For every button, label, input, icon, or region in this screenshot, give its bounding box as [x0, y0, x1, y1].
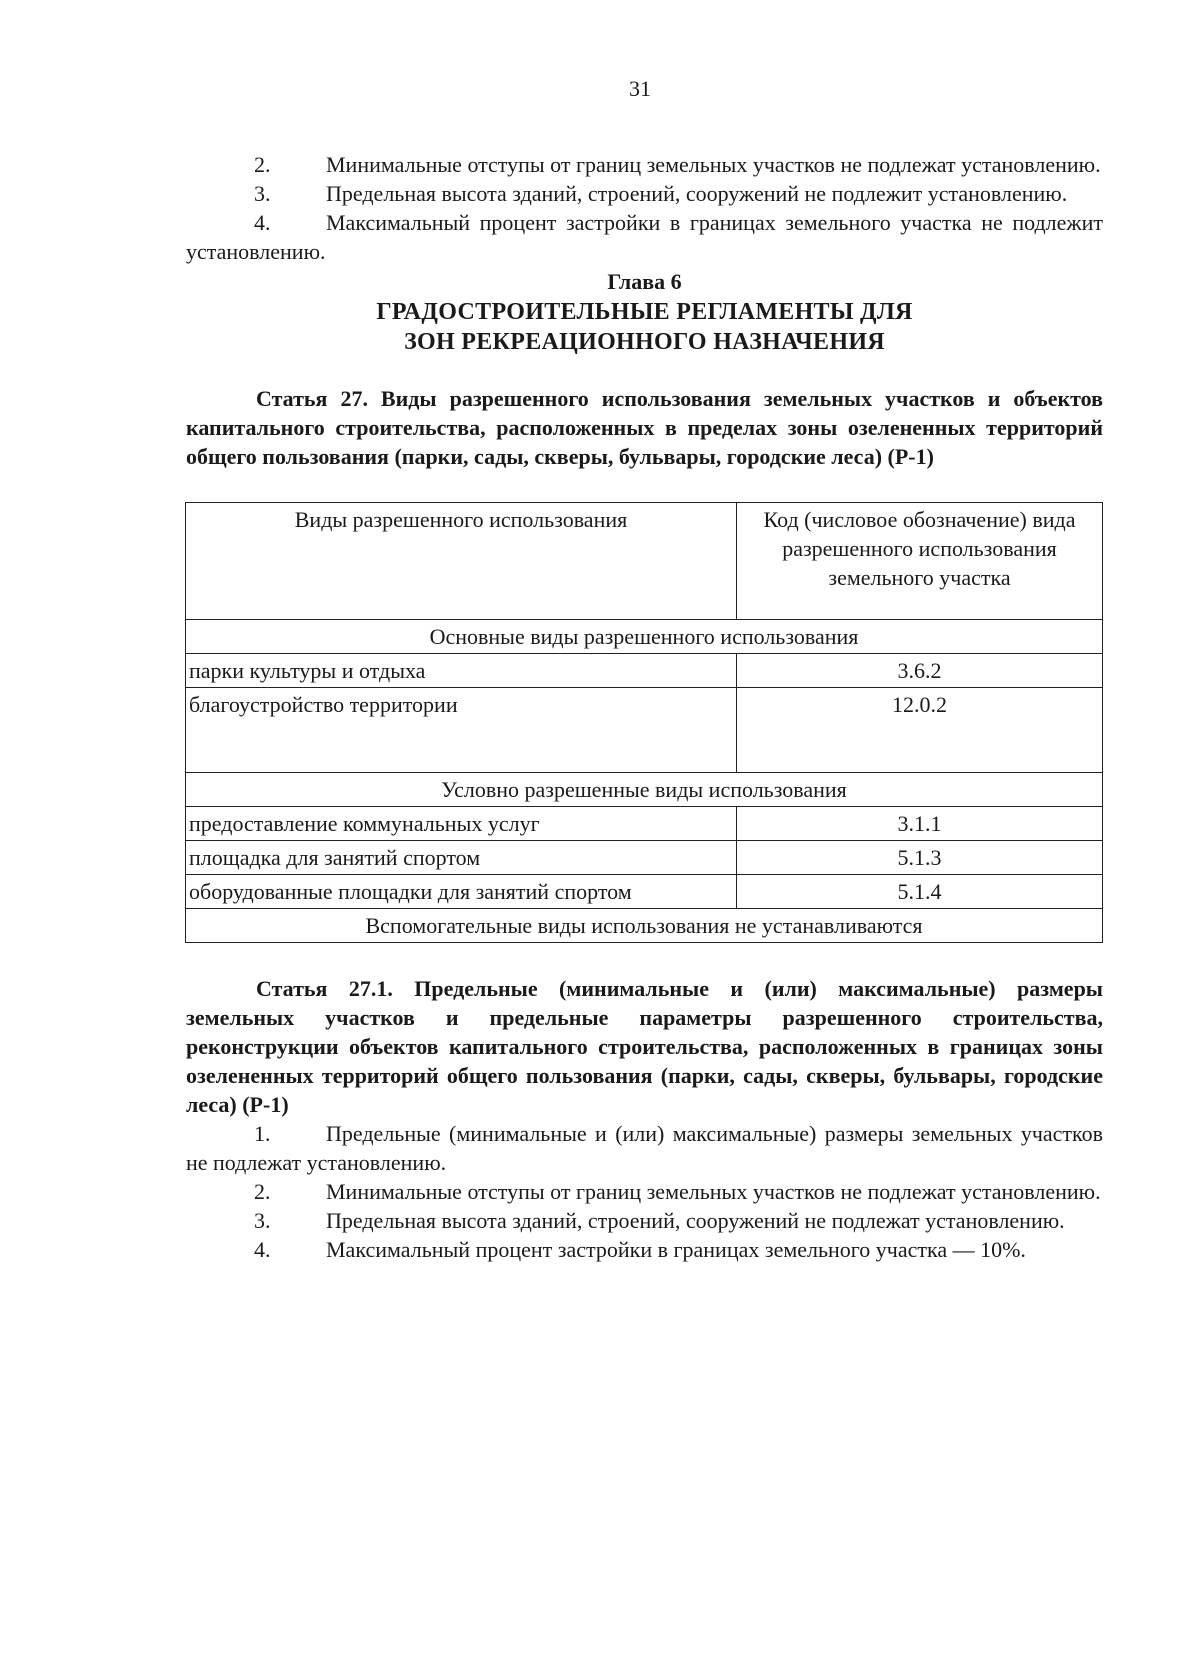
top-item-3 — [186, 179, 1103, 208]
item-text: Предельная высота зданий, строений, сооружений не подлежит установлению. — [326, 181, 1068, 206]
article-27-1-item-3 — [186, 1206, 1103, 1235]
item-number: 2. — [254, 152, 271, 177]
item-number: 3. — [254, 181, 271, 206]
section-row-auxiliary — [186, 909, 1103, 943]
document-body — [186, 150, 1103, 1264]
use-code: 3.6.2 — [737, 654, 1103, 688]
item-number: 4. — [254, 1237, 271, 1262]
use-name: благоустройство территории — [186, 688, 737, 773]
table-row — [186, 841, 1103, 875]
section-conditional-label: Условно разрешенные виды использования — [186, 773, 1103, 807]
header-col-code: Код (числовое обозначение) вида разрешенного использования земельного участка — [737, 503, 1103, 620]
page-number: 31 — [629, 76, 651, 101]
article-27-heading: Статья 27. Виды разрешенного использования земельных участков и объектов капитального строительства, расположенных в пределах зоны озелененных территорий общего пользования (парки, сады, скверы, бульвары, городские леса) (Р-1) — [186, 386, 1103, 469]
article-27-1-item-2 — [186, 1177, 1103, 1206]
item-number: 2. — [254, 1179, 271, 1204]
top-item-4 — [186, 208, 1103, 266]
use-name: предоставление коммунальных услуг — [186, 807, 737, 841]
article-27-1-heading: Статья 27.1. Предельные (минимальные и (или) максимальные) размеры земельных участков и предельные параметры разрешенного строительства, реконструкции объектов капитального строительства, расположенных в границах зоны озелененных территорий общего пользования (парки, сады, скверы, бульвары, городские леса) (Р-1) — [186, 976, 1103, 1117]
section-main-label: Основные виды разрешенного использования — [186, 620, 1103, 654]
chapter-title-line2: ЗОН РЕКРЕАЦИОННОГО НАЗНАЧЕНИЯ — [404, 329, 885, 355]
item-number: 4. — [254, 210, 271, 235]
use-code: 3.1.1 — [737, 807, 1103, 841]
item-text: Максимальный процент застройки в границах земельного участка не подлежит установлению. — [186, 210, 1103, 264]
section-auxiliary-label: Вспомогательные виды использования не устанавливаются — [186, 909, 1103, 943]
chapter-label: Глава 6 — [607, 269, 682, 294]
section-row-main — [186, 620, 1103, 654]
top-item-2 — [186, 150, 1103, 179]
permitted-use-table — [185, 502, 1103, 943]
table-header-row — [186, 503, 1103, 620]
header-col-use-type: Виды разрешенного использования — [186, 503, 737, 620]
table-row — [186, 654, 1103, 688]
item-text: Минимальные отступы от границ земельных участков не подлежат установлению. — [326, 1179, 1101, 1204]
chapter-title-line1: ГРАДОСТРОИТЕЛЬНЫЕ РЕГЛАМЕНТЫ ДЛЯ — [376, 299, 913, 325]
item-text: Максимальный процент застройки в границах земельного участка — 10%. — [326, 1237, 1026, 1262]
use-code: 12.0.2 — [737, 688, 1103, 773]
item-number: 1. — [254, 1121, 271, 1146]
table-row — [186, 875, 1103, 909]
article-27-1-item-1 — [186, 1119, 1103, 1177]
article-27-1-item-4 — [186, 1235, 1103, 1264]
item-text: Минимальные отступы от границ земельных участков не подлежат установлению. — [326, 152, 1101, 177]
table-row — [186, 688, 1103, 773]
use-code: 5.1.3 — [737, 841, 1103, 875]
use-name: оборудованные площадки для занятий спортом — [186, 875, 737, 909]
item-text: Предельная высота зданий, строений, сооружений не подлежат установлению. — [326, 1208, 1065, 1233]
item-number: 3. — [254, 1208, 271, 1233]
section-row-conditional — [186, 773, 1103, 807]
use-name: парки культуры и отдыха — [186, 654, 737, 688]
use-name: площадка для занятий спортом — [186, 841, 737, 875]
use-code: 5.1.4 — [737, 875, 1103, 909]
table-row — [186, 807, 1103, 841]
item-text: Предельные (минимальные и (или) максимальные) размеры земельных участков не подлежат установлению. — [186, 1121, 1103, 1175]
